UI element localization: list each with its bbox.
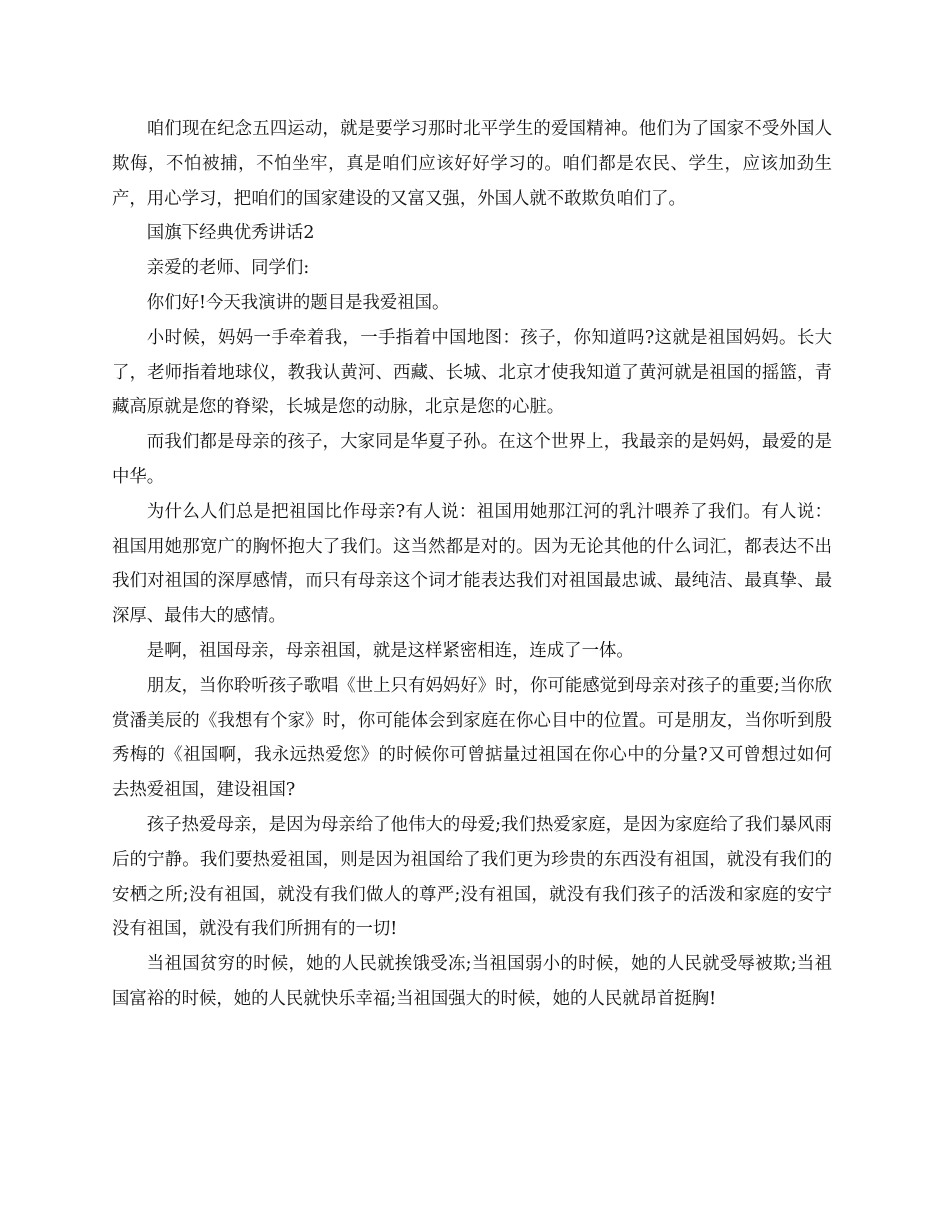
paragraph-childhood-map: 小时候，妈妈一手牵着我，一手指着中国地图：孩子，你知道吗?这就是祖国妈妈。长大了，老师指着地球仪，教我认黄河、西藏、长城、北京才使我知道了黄河就是祖国的摇篮，青藏高原就是您的脊梁，长城是您的动脉，北京是您的心脏。 [112, 327, 832, 418]
paragraph-love-motherland: 孩子热爱母亲，是因为母亲给了他伟大的母爱;我们热爱家庭，是因为家庭给了我们暴风雨后的宁静。我们要热爱祖国，则是因为祖国给了我们更为珍贵的东西没有祖国，就没有我们的安栖之所;没有祖国，就没有我们做人的尊严;没有祖国，就没有我们孩子的活泼和家庭的安宁没有祖国，就没有我们所拥有的一切! [112, 814, 832, 940]
section-title: 国旗下经典优秀讲话2 [146, 223, 315, 244]
document-page [112, 112, 832, 1017]
speech-topic-line: 你们好!今天我演讲的题目是我爱祖国。 [146, 292, 450, 313]
paragraph-poor-and-strong: 当祖国贫穷的时候，她的人民就挨饿受冻;当祖国弱小的时候，她的人民就受辱被欺;当祖国富裕的时候，她的人民就快乐幸福;当祖国强大的时候，她的人民就昂首挺胸! [112, 954, 832, 1009]
greeting-line: 亲爱的老师、同学们: [146, 258, 310, 279]
paragraph-children-of-mother: 而我们都是母亲的孩子，大家同是华夏子孙。在这个世界上，我最亲的是妈妈，最爱的是中华。 [112, 432, 832, 487]
paragraph-mother-motherland: 是啊，祖国母亲，母亲祖国，就是这样紧密相连，连成了一体。 [146, 640, 634, 661]
paragraph-songs: 朋友，当你聆听孩子歌唱《世上只有妈妈好》时，你可能感觉到母亲对孩子的重要;当你欣赏潘美辰的《我想有个家》时，你可能体会到家庭在你心目中的位置。可是朋友，当你听到殷秀梅的《祖国啊，我永远热爱您》的时候你可曾掂量过祖国在你心中的分量?又可曾想过如何去热爱祖国，建设祖国? [112, 675, 832, 801]
paragraph-why-mother: 为什么人们总是把祖国比作母亲?有人说：祖国用她那江河的乳汁喂养了我们。有人说：祖国用她那宽广的胸怀抱大了我们。这当然都是对的。因为无论其他的什么词汇，都表达不出我们对祖国的深厚感情，而只有母亲这个词才能表达我们对祖国最忠诚、最纯洁、最真挚、最深厚、最伟大的感情。 [112, 501, 832, 627]
paragraph-may-fourth-spirit: 咱们现在纪念五四运动，就是要学习那时北平学生的爱国精神。他们为了国家不受外国人欺侮，不怕被捕，不怕坐牢，真是咱们应该好好学习的。咱们都是农民、学生，应该加劲生产，用心学习，把咱们的国家建设的又富又强，外国人就不敢欺负咱们了。 [112, 119, 832, 209]
